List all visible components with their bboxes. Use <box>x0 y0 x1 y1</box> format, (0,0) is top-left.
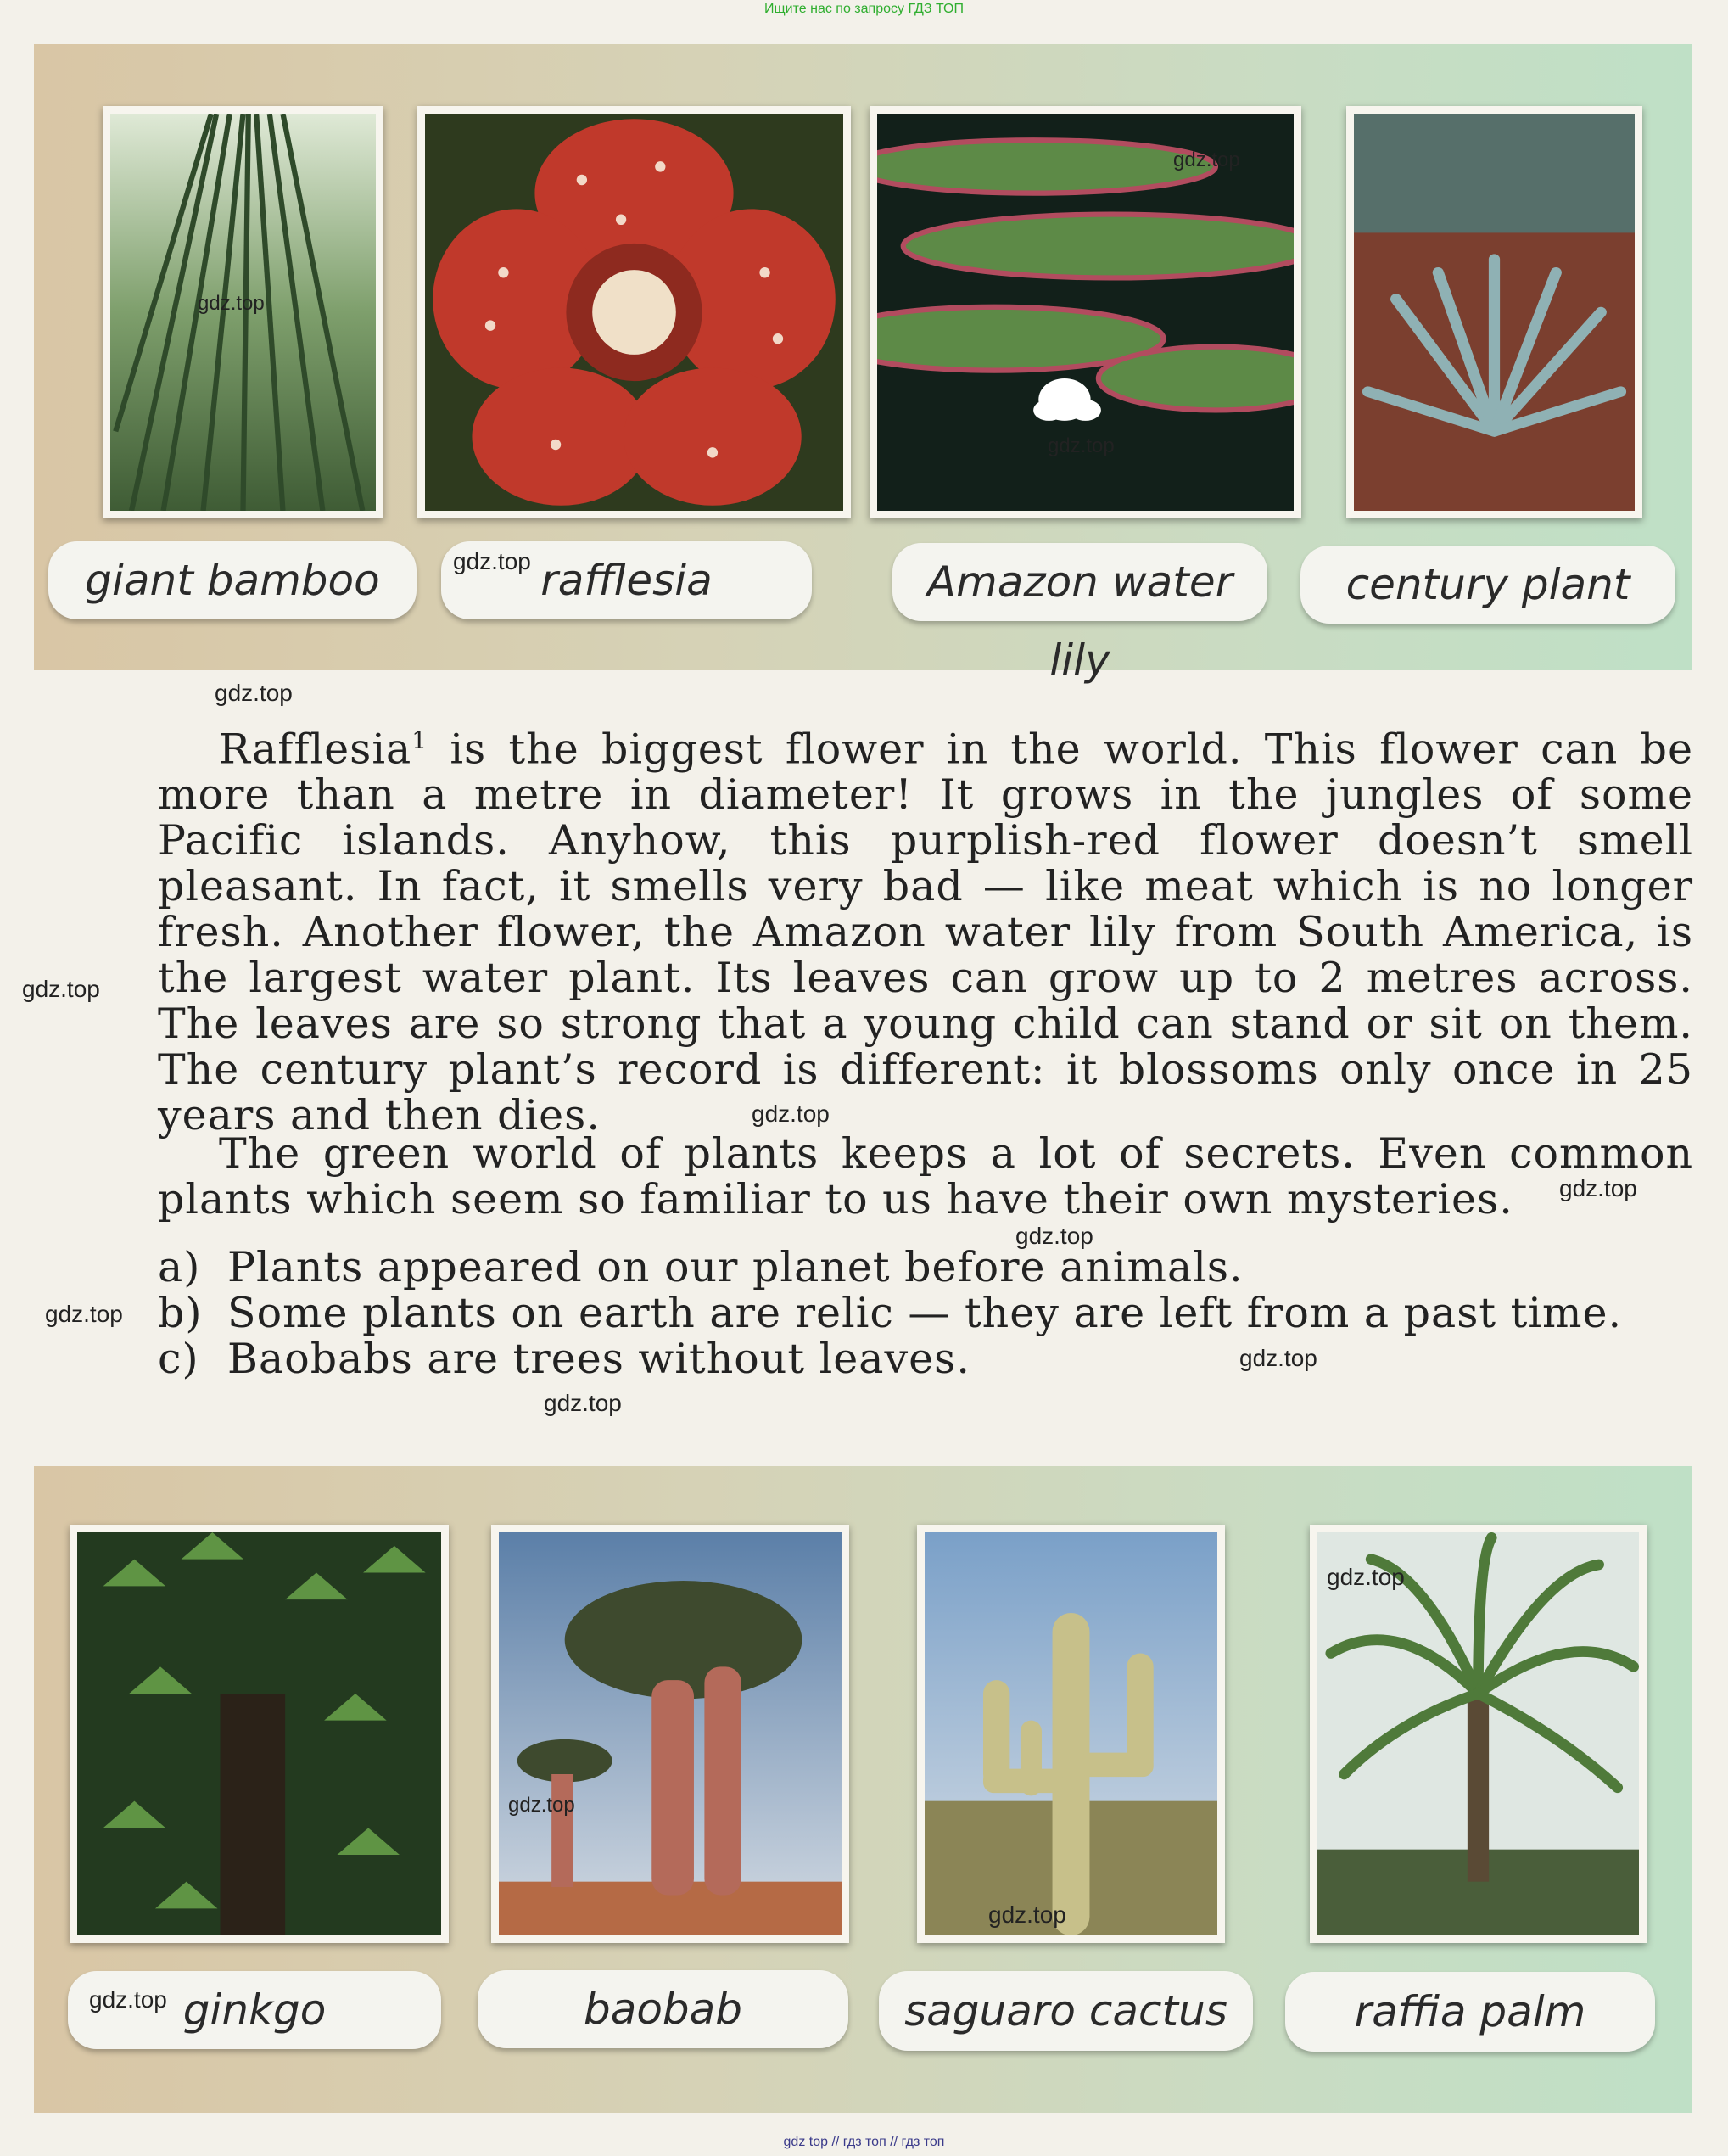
bottom-banner: gdz top // гдз топ // гдз топ <box>783 2135 945 2149</box>
statement-b <box>158 1291 1693 1336</box>
baobab-photo <box>491 1525 849 1943</box>
rafflesia-word: Rafflesia <box>219 725 412 774</box>
century-plant-photo <box>1346 106 1642 518</box>
paragraph-2-text: The green world of plants keeps a lot of secrets. Even common plants which seem so familiar to us have their own mysteries. <box>158 1129 1693 1224</box>
statement-text: Baobabs are trees without leaves. <box>227 1335 970 1383</box>
watermark: gdz.top <box>453 548 531 574</box>
statement-text: Some plants on earth are relic — they are left from a past time. <box>227 1289 1623 1337</box>
footnote-marker: 1 <box>411 726 428 754</box>
watermark: gdz.top <box>22 976 100 1002</box>
watermark: gdz.top <box>45 1301 123 1327</box>
ginkgo-photo <box>70 1525 449 1943</box>
statement-marker: a) <box>158 1243 201 1291</box>
paragraph-2 <box>158 1131 1693 1223</box>
watermark: gdz.top <box>508 1794 575 1817</box>
watermark: gdz.top <box>544 1390 622 1416</box>
label-raffia-palm: raffia palm <box>1285 1972 1655 2052</box>
statement-c <box>158 1336 1693 1382</box>
label-century-plant: century plant <box>1300 546 1675 624</box>
watermark: gdz.top <box>215 680 293 706</box>
label-baobab: baobab <box>478 1970 848 2048</box>
label-ginkgo: ginkgo <box>68 1971 441 2049</box>
label-rafflesia: rafflesia <box>441 541 812 619</box>
watermark: gdz.top <box>1173 148 1240 171</box>
watermark: gdz.top <box>752 1100 830 1127</box>
watermark: gdz.top <box>988 1901 1066 1928</box>
watermark: gdz.top <box>1015 1223 1093 1249</box>
top-banner: Ищите нас по запросу ГДЗ ТОП <box>764 2 964 16</box>
watermark: gdz.top <box>1048 434 1115 457</box>
statement-a <box>158 1245 1693 1291</box>
watermark: gdz.top <box>89 1986 167 2013</box>
watermark: gdz.top <box>1239 1345 1317 1371</box>
rafflesia-photo <box>417 106 851 518</box>
watermark: gdz.top <box>1327 1564 1405 1590</box>
label-giant-bamboo: giant bamboo <box>48 541 417 619</box>
saguaro-cactus-photo <box>917 1525 1225 1943</box>
paragraph-1 <box>158 718 1693 1139</box>
watermark: gdz.top <box>198 292 265 315</box>
statement-text: Plants appeared on our planet before animals. <box>227 1243 1244 1291</box>
statement-marker: b) <box>158 1289 203 1337</box>
paragraph-1-text: is the biggest flower in the world. This flower can be more than a metre in diameter! It grows in the jungles of some Pacific islands. Anyhow, this purplish-red flower doesn’t smell pleasant. In fact, it smells very bad — like meat which is no longer fresh. Another flower, the Amazon water lily from South America, is the largest water plant. Its leaves can grow up to 2 metres across. The leaves are so strong that a young child can stand or sit on them. The century plant’s record is different: it blossoms only once in 25 years and then dies. <box>158 725 1693 1140</box>
statement-list <box>158 1245 1693 1382</box>
statement-marker: c) <box>158 1335 199 1383</box>
label-amazon-water-lily: Amazon water lily <box>892 543 1267 621</box>
label-saguaro-cactus: saguaro cactus <box>879 1971 1253 2051</box>
watermark: gdz.top <box>1559 1175 1637 1201</box>
